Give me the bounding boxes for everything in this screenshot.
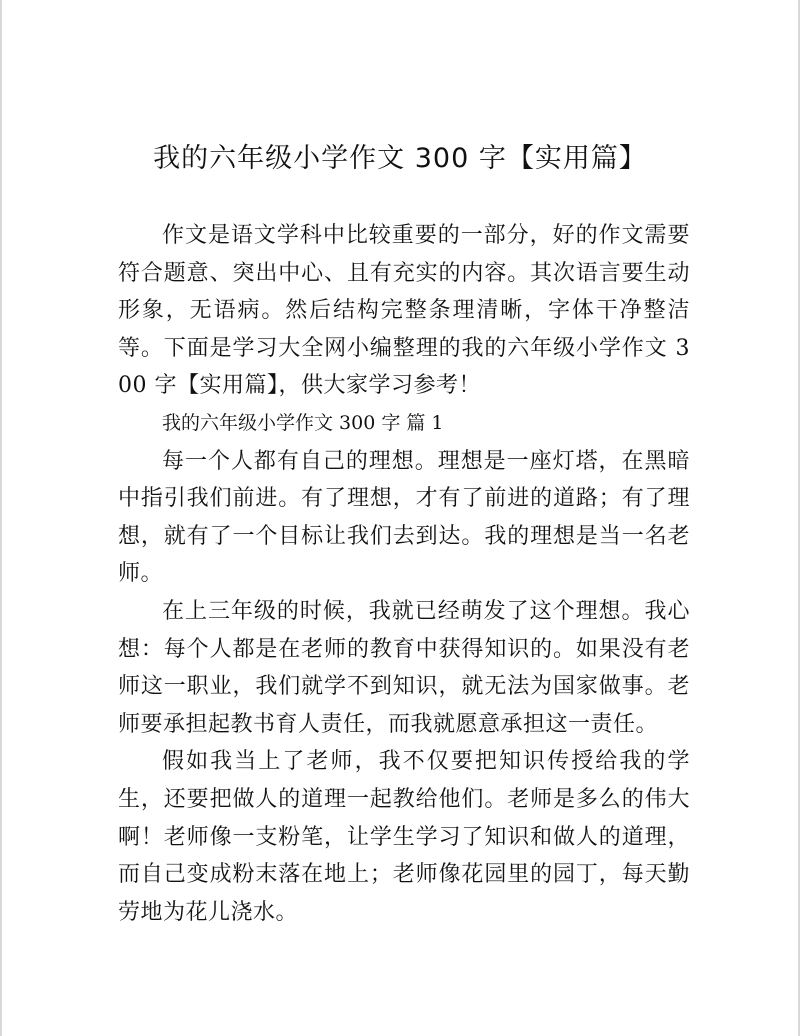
body-paragraph-3: 假如我当上了老师，我不仅要把知识传授给我的学生，还要把做人的道理一起教给他们。老师是多么的伟大啊！老师像一支粉笔，让学生学习了知识和做人的道理，而自己变成粉末落在地上；老师像花园里的园丁，每天勤劳地为花儿浇水。: [118, 749, 690, 925]
document-body: [118, 217, 690, 931]
body-paragraph-2: 在上三年级的时候，我就已经萌发了这个理想。我心想：每个人都是在老师的教育中获得知识的。如果没有老师这一职业，我们就学不到知识，就无法为国家做事。老师要承担起教书育人责任，而我就愿意承担这一责任。: [118, 598, 690, 737]
body-paragraph-1: 每一个人都有自己的理想。理想是一座灯塔，在黑暗中指引我们前进。有了理想，才有了前进的道路；有了理想，就有了一个目标让我们去到达。我的理想是当一名老师。: [118, 448, 690, 587]
document-title: 我的六年级小学作文 300 字【实用篇】: [153, 143, 647, 174]
section-heading: 我的六年级小学作文 300 字 篇 1: [162, 411, 444, 434]
intro-paragraph: 作文是语文学科中比较重要的一部分，好的作文需要符合题意、突出中心、且有充实的内容。其次语言要生动形象，无语病。然后结构完整条理清晰，字体干净整洁等。下面是学习大全网小编整理的我的六年级小学作文 300 字【实用篇】，供大家学习参考！: [118, 223, 690, 399]
